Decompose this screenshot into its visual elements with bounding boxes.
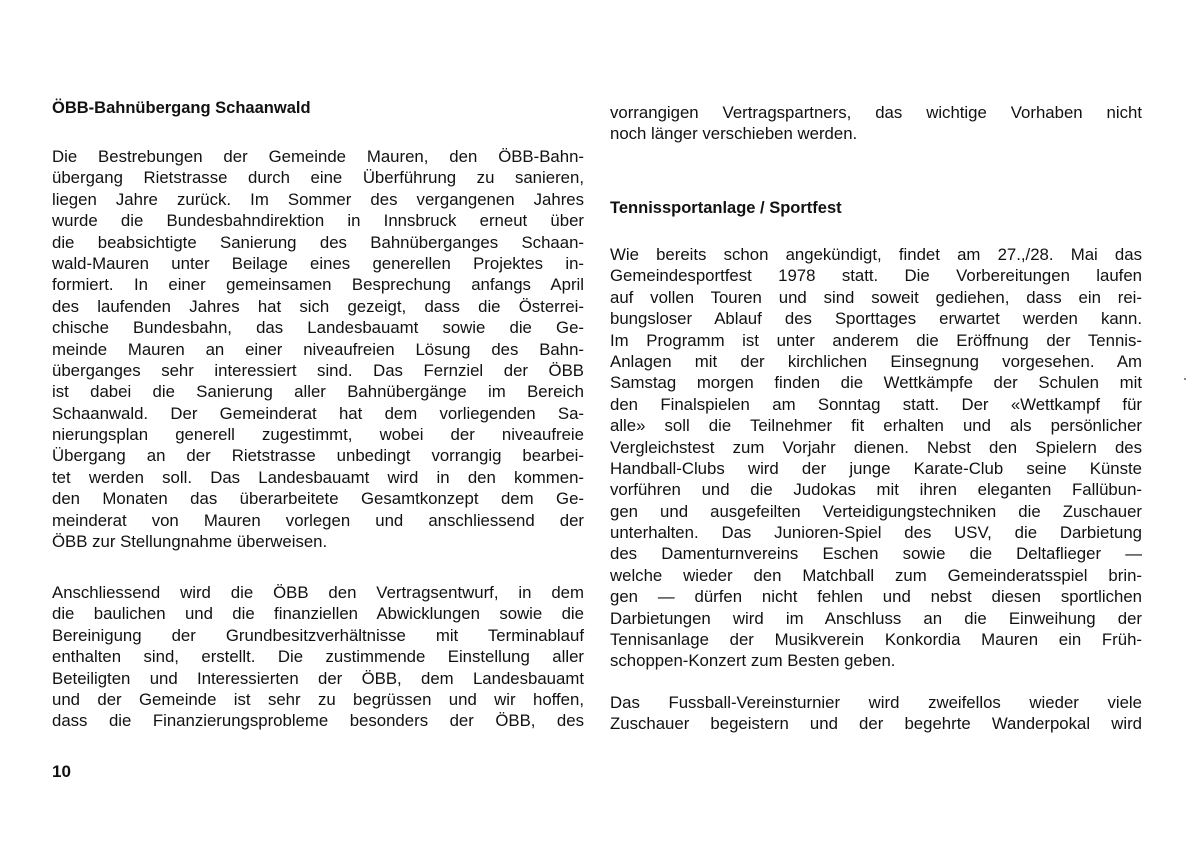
text-line: enthalten sind, erstellt. Die zustimmende Einstellung aller (52, 647, 584, 667)
text-line: den Finalspielen am Sonntag statt. Der «Wettkampf für (610, 394, 1142, 414)
text-line: wald-Mauren unter Beilage eines generellen Projektes in- (52, 253, 584, 273)
text-line: schoppen-Konzert zum Besten geben. (610, 651, 896, 671)
text-line: vorführen und die Judokas mit ihren eleganten Fallübun- (610, 480, 1142, 500)
text-line: Vergleichstest zum Vorjahr dienen. Nebst den Spielern des (610, 437, 1142, 457)
text-line: tet werden soll. Das Landesbauamt wird in den kommen- (52, 467, 584, 487)
text-line: und der Gemeinde ist sehr zu begrüssen und wir hoffen, (52, 689, 584, 709)
text-line: Samstag morgen finden die Wettkämpfe der Schulen mit (610, 373, 1142, 393)
paragraph-continuation (610, 102, 1142, 145)
text-line: formiert. In einer gemeinsamen Besprechung anfangs April (52, 275, 584, 295)
text-line: welche wieder den Matchball zum Gemeinderatsspiel brin- (610, 565, 1142, 585)
text-line: Darbietungen wird im Anschluss an die Einweihung der (610, 608, 1142, 628)
text-line: meinderat von Mauren vorlegen und anschliessend der (52, 510, 584, 530)
text-line: Im Programm ist unter anderem die Eröffnung der Tennis- (610, 330, 1142, 350)
text-line: Anschliessend wird die ÖBB den Vertragsentwurf, in dem (52, 583, 584, 602)
section-heading-tennissportanlage: Tennissportanlage / Sportfest (610, 199, 842, 217)
text-line: ist dabei die Sanierung aller Bahnübergänge im Bereich (52, 382, 584, 402)
text-line: die baulichen und die finanziellen Abwicklungen sowie die (52, 604, 584, 624)
text-line: chische Bundesbahn, das Landesbauamt sowie die Ge- (52, 318, 584, 338)
text-line: dass die Finanzierungsprobleme besonders der ÖBB, des (52, 711, 584, 731)
text-line: Das Fussball-Vereinsturnier wird zweifellos wieder viele (610, 693, 1142, 712)
text-line: Übergang an der Rietstrasse unbedingt vorrangig bearbei- (52, 446, 584, 466)
text-line: gen und ausgefeilten Verteidigungstechniken die Zuschauer (610, 501, 1142, 521)
text-line: Wie bereits schon angekündigt, findet am 27.,/28. Mai das (610, 245, 1142, 264)
text-line: gen — dürfen nicht fehlen und nebst diesen sportlichen (610, 587, 1142, 607)
text-line: Die Bestrebungen der Gemeinde Mauren, den ÖBB-Bahn- (52, 147, 584, 166)
text-line: nierungsplan generell zugestimmt, wobei der niveaufreie (52, 425, 584, 445)
text-line: des laufenden Jahres hat sich gezeigt, dass die Österrei- (52, 296, 584, 316)
text-line: unterhalten. Das Junioren-Spiel des USV, die Darbietung (610, 523, 1142, 543)
scan-speck (1184, 378, 1186, 380)
text-line: Tennisanlage der Musikverein Konkordia Mauren ein Früh- (610, 630, 1142, 650)
text-line: Schaanwald. Der Gemeinderat hat dem vorliegenden Sa- (52, 403, 584, 423)
text-line: alle» soll die Teilnehmer fit erhalten und als persönlicher (610, 416, 1142, 436)
text-line: wurde die Bundesbahndirektion in Innsbruck erneut über (52, 211, 584, 231)
section-heading-bahnuebergang: ÖBB-Bahnübergang Schaanwald (52, 99, 311, 117)
text-line: Zuschauer begeistern und der begehrte Wanderpokal wird (610, 714, 1142, 734)
text-line: Gemeindesportfest 1978 statt. Die Vorbereitungen laufen (610, 266, 1142, 286)
text-line: übergang Rietstrasse durch eine Überführung zu sanieren, (52, 168, 584, 188)
paragraph-bahnuebergang-1 (52, 146, 584, 552)
text-line: des Damenturnvereins Eschen sowie die Deltaflieger — (610, 544, 1142, 564)
paragraph-sportfest-2 (610, 692, 1142, 735)
text-line: Anlagen mit der kirchlichen Einsegnung vorgesehen. Am (610, 351, 1142, 371)
text-line: Beteiligten und Interessierten der ÖBB, dem Landesbauamt (52, 668, 584, 688)
text-line: Bereinigung der Grundbesitzverhältnisse mit Terminablauf (52, 625, 584, 645)
text-line: bungsloser Ablauf des Sporttages erwartet werden kann. (610, 309, 1142, 329)
text-line: liegen Jahre zurück. Im Sommer des vergangenen Jahres (52, 189, 584, 209)
text-line: meinde Mauren an einer niveaufreien Lösung des Bahn- (52, 339, 584, 359)
text-line: noch länger verschieben werden. (610, 124, 858, 144)
text-line: vorrangigen Vertragspartners, das wichtige Vorhaben nicht (610, 103, 1142, 122)
text-line: auf vollen Touren und sind soweit gediehen, dass ein rei- (610, 287, 1142, 307)
page-number: 10 (52, 762, 71, 781)
text-line: Handball-Clubs wird der junge Karate-Club seine Künste (610, 458, 1142, 478)
text-line: die beabsichtigte Sanierung des Bahnüberganges Schaan- (52, 232, 584, 252)
text-line: überganges sehr interessiert sind. Das Fernziel der ÖBB (52, 360, 584, 380)
text-line: ÖBB zur Stellungnahme überweisen. (52, 532, 328, 552)
paragraph-bahnuebergang-2 (52, 582, 584, 732)
text-line: den Monaten das überarbeitete Gesamtkonzept dem Ge- (52, 489, 584, 509)
paragraph-sportfest-1 (610, 244, 1142, 672)
